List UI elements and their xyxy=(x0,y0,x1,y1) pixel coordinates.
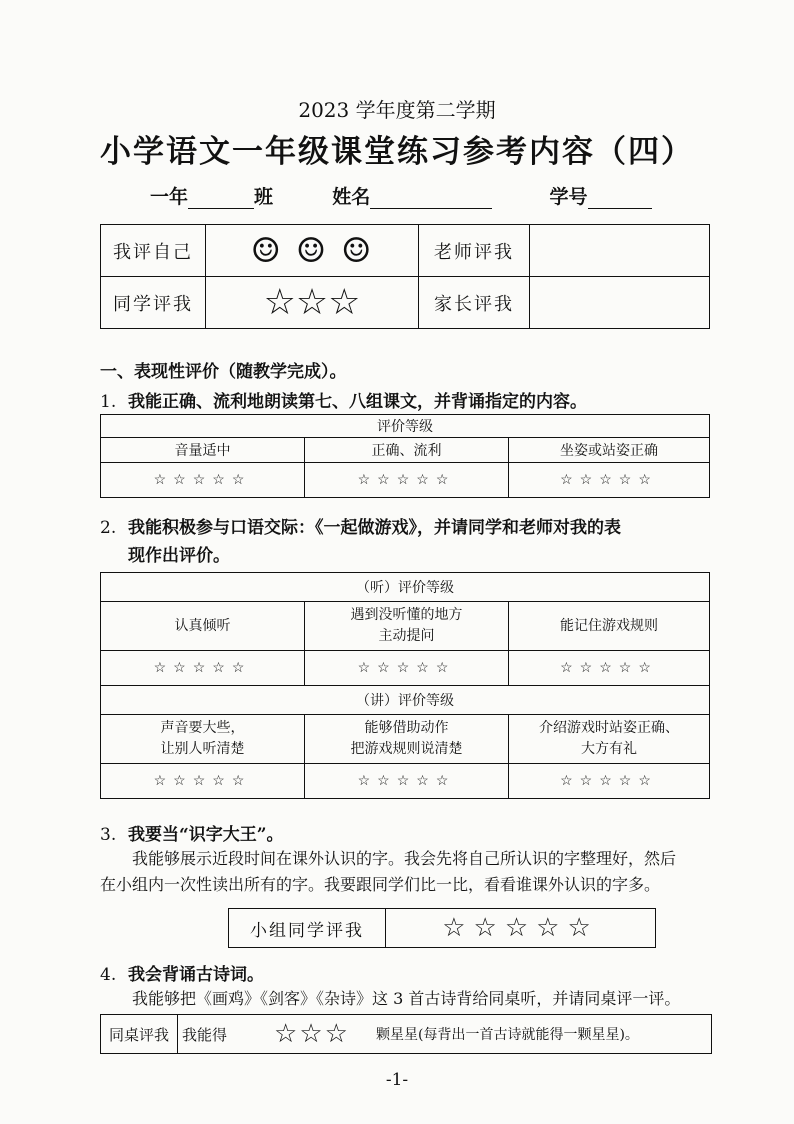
q2-title-line1: 我能积极参与口语交际：《一起做游戏》，并请同学和老师对我的表 xyxy=(128,518,621,538)
q3-title: 我要当“识字大王”。 xyxy=(128,825,284,845)
speak-col: 声音要大些， 让别人听清楚 xyxy=(101,715,305,764)
student-info-line xyxy=(150,182,680,209)
name-label: 姓名 xyxy=(332,186,371,208)
q2-grade-table xyxy=(100,572,710,799)
desk-mate-eval-label: 同桌评我 xyxy=(101,1015,178,1054)
star-rating-icons[interactable]: ☆☆☆☆☆ xyxy=(305,651,509,686)
parent-eval-cell[interactable] xyxy=(530,277,710,329)
name-field[interactable] xyxy=(370,188,492,209)
grade-col: 坐姿或站姿正确 xyxy=(509,438,710,463)
teacher-eval-label: 老师评我 xyxy=(419,225,530,277)
page-number: -1- xyxy=(385,1070,409,1090)
star-rating-icons[interactable]: ☆☆☆☆☆ xyxy=(101,651,305,686)
q2-text xyxy=(100,513,621,538)
speak-grade-header: （讲）评价等级 xyxy=(101,686,710,715)
q1-title: 我能正确、流利地朗读第七、八组课文，并背诵指定的内容。 xyxy=(128,392,587,412)
can-get-label: 我能得 xyxy=(178,1015,253,1054)
grade-col: 音量适中 xyxy=(101,438,305,463)
q4-number: 4. xyxy=(100,965,117,985)
speak-col: 能够借助动作 把游戏规则说清楚 xyxy=(305,715,509,764)
q3-paragraph-line1: 我能够展示近段时间在课外认识的字。我会先将自己所认识的字整理好，然后 xyxy=(132,849,677,868)
parent-eval-label: 家长评我 xyxy=(419,277,530,329)
evaluation-summary-table xyxy=(100,224,710,329)
star-rating-icons[interactable]: ☆☆☆☆☆ xyxy=(509,463,710,498)
star-rating-icons[interactable]: ☆☆☆☆☆ xyxy=(509,651,710,686)
q4-paragraph: 我能够把《画鸡》《剑客》《杂诗》这 3 首古诗背给同桌听，并请同桌评一评。 xyxy=(132,989,681,1008)
star-rating-icons[interactable]: ☆☆☆☆☆ xyxy=(305,764,509,799)
id-field[interactable] xyxy=(588,188,652,209)
page-title: 小学语文一年级课堂练习参考内容（四） xyxy=(100,134,694,170)
class-prefix: 一年 xyxy=(150,186,189,208)
self-eval-label: 我评自己 xyxy=(101,225,206,277)
smiley-face-icons[interactable]: ☺ ☺ ☺ xyxy=(206,225,419,277)
class-field[interactable] xyxy=(188,188,254,209)
speak-col: 介绍游戏时站姿正确、 大方有礼 xyxy=(509,715,710,764)
star-rating-icons[interactable]: ☆☆☆☆☆ xyxy=(509,764,710,799)
listen-col: 能记住游戏规则 xyxy=(509,602,710,651)
listen-col: 认真倾听 xyxy=(101,602,305,651)
q2-number: 2. xyxy=(100,518,117,538)
star-rating-icons[interactable]: ☆☆☆☆☆ xyxy=(101,463,305,498)
q3-number: 3. xyxy=(100,825,117,845)
star-rating-icons[interactable]: ☆☆☆☆☆ xyxy=(101,764,305,799)
q3-paragraph-line2: 在小组内一次性读出所有的字。我要跟同学们比一比，看看谁课外认识的字多。 xyxy=(100,875,661,894)
stars-note: 颗星星(每背出一首古诗就能得一颗星星)。 xyxy=(372,1015,712,1054)
q1-number: 1. xyxy=(100,392,117,412)
grade-header: 评价等级 xyxy=(101,415,710,438)
peer-eval-label: 同学评我 xyxy=(101,277,206,329)
q1-grade-table xyxy=(100,414,710,498)
star-rating-icons[interactable]: ☆☆☆☆☆ xyxy=(305,463,509,498)
year-term: 2023 学年度第二学期 xyxy=(298,98,496,122)
group-eval-label: 小组同学评我 xyxy=(229,909,386,948)
section-heading: 一、表现性评价（随教学完成）。 xyxy=(100,362,347,382)
q3-text xyxy=(100,820,284,845)
listen-col: 遇到没听懂的地方 主动提问 xyxy=(305,602,509,651)
star-rating-icons[interactable]: ☆☆☆ xyxy=(252,1015,372,1054)
q4-text xyxy=(100,960,264,985)
q3-eval-table xyxy=(228,908,656,948)
teacher-eval-cell[interactable] xyxy=(530,225,710,277)
star-icons[interactable]: ☆☆☆ xyxy=(206,277,419,329)
class-suffix: 班 xyxy=(254,186,274,208)
q1-text xyxy=(100,387,587,412)
q4-title: 我会背诵古诗词。 xyxy=(128,965,264,985)
grade-col: 正确、流利 xyxy=(305,438,509,463)
q2-title-line2: 现作出评价。 xyxy=(128,546,230,566)
q4-eval-table xyxy=(100,1014,712,1054)
star-rating-icons[interactable]: ☆☆☆☆☆ xyxy=(386,909,656,948)
id-label: 学号 xyxy=(549,186,588,208)
listen-grade-header: （听）评价等级 xyxy=(101,573,710,602)
